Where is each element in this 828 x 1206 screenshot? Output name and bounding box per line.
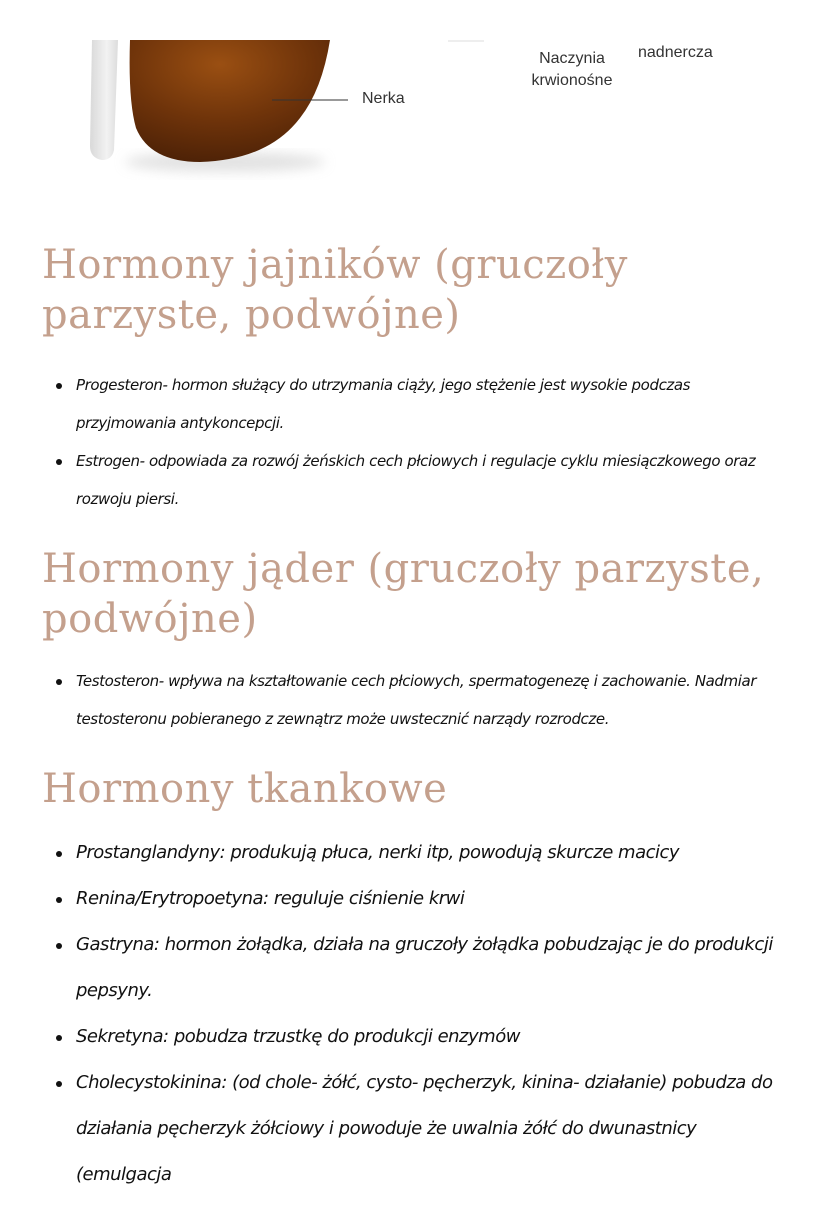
list-item — [42, 366, 782, 442]
label-nadnercza: nadnercza — [638, 44, 713, 61]
kidney-illustration — [0, 0, 828, 190]
list-item — [42, 442, 782, 518]
blood-vessel-shape — [90, 40, 118, 160]
list-item-text: Gastryna: hormon żołądka, działa na gruczoły żołądka pobudzając je do produkcji pepsyny. — [76, 934, 773, 1001]
bullet-list-jadra — [42, 662, 782, 738]
list-item-text: Prostanglandyny: produkują płuca, nerki itp, powodują skurcze macicy — [76, 842, 680, 863]
bullet-icon — [56, 897, 62, 903]
list-item-text: Renina/Erytropoetyna: reguluje ciśnienie krwi — [76, 888, 465, 909]
bullet-icon — [56, 383, 62, 389]
list-item — [42, 876, 782, 922]
list-item-text: Cholecystokinina: (od chole- żółć, cysto- pęcherzyk, kinina- działanie) pobudza do działania pęcherzyk żółciowy i powoduje że uwalnia żółć do dwunastnicy (emulgacja — [76, 1072, 773, 1185]
bullet-list-jajniki — [42, 366, 782, 518]
list-item — [42, 922, 782, 1014]
label-nerka: Nerka — [362, 90, 405, 107]
bullet-icon — [56, 1081, 62, 1087]
section-title-jajniki: Hormony jajników (gruczoły parzyste, podwójne) — [42, 242, 628, 338]
list-item — [42, 830, 782, 876]
section-title-tkankowe: Hormony tkankowe — [42, 766, 448, 812]
kidney-shape — [130, 40, 330, 162]
bullet-icon — [56, 1035, 62, 1041]
bullet-icon — [56, 851, 62, 857]
bullet-icon — [56, 679, 62, 685]
anatomy-diagram — [0, 0, 828, 190]
list-item-text: Progesteron- hormon służący do utrzymania ciąży, jego stężenie jest wysokie podczas przyjmowania antykoncepcji. — [76, 376, 691, 432]
bullet-icon — [56, 943, 62, 949]
list-item — [42, 1060, 782, 1198]
bullet-list-tkankowe — [42, 830, 782, 1198]
bullet-icon — [56, 459, 62, 465]
list-item-text: Sekretyna: pobudza trzustkę do produkcji enzymów — [76, 1026, 520, 1047]
label-naczynia: Naczynia krwionośne — [531, 50, 613, 89]
list-item — [42, 662, 782, 738]
section-title-jadra: Hormony jąder (gruczoły parzyste, podwójne) — [42, 546, 765, 642]
list-item — [42, 1014, 782, 1060]
list-item-text: Testosteron- wpływa na kształtowanie cech płciowych, spermatogenezę i zachowanie. Nadmiar testosteronu pobieranego z zewnątrz może uwstecznić narządy rozrodcze. — [76, 672, 757, 728]
list-item-text: Estrogen- odpowiada za rozwój żeńskich cech płciowych i regulacje cyklu miesiączkowego oraz rozwoju piersi. — [76, 452, 756, 508]
